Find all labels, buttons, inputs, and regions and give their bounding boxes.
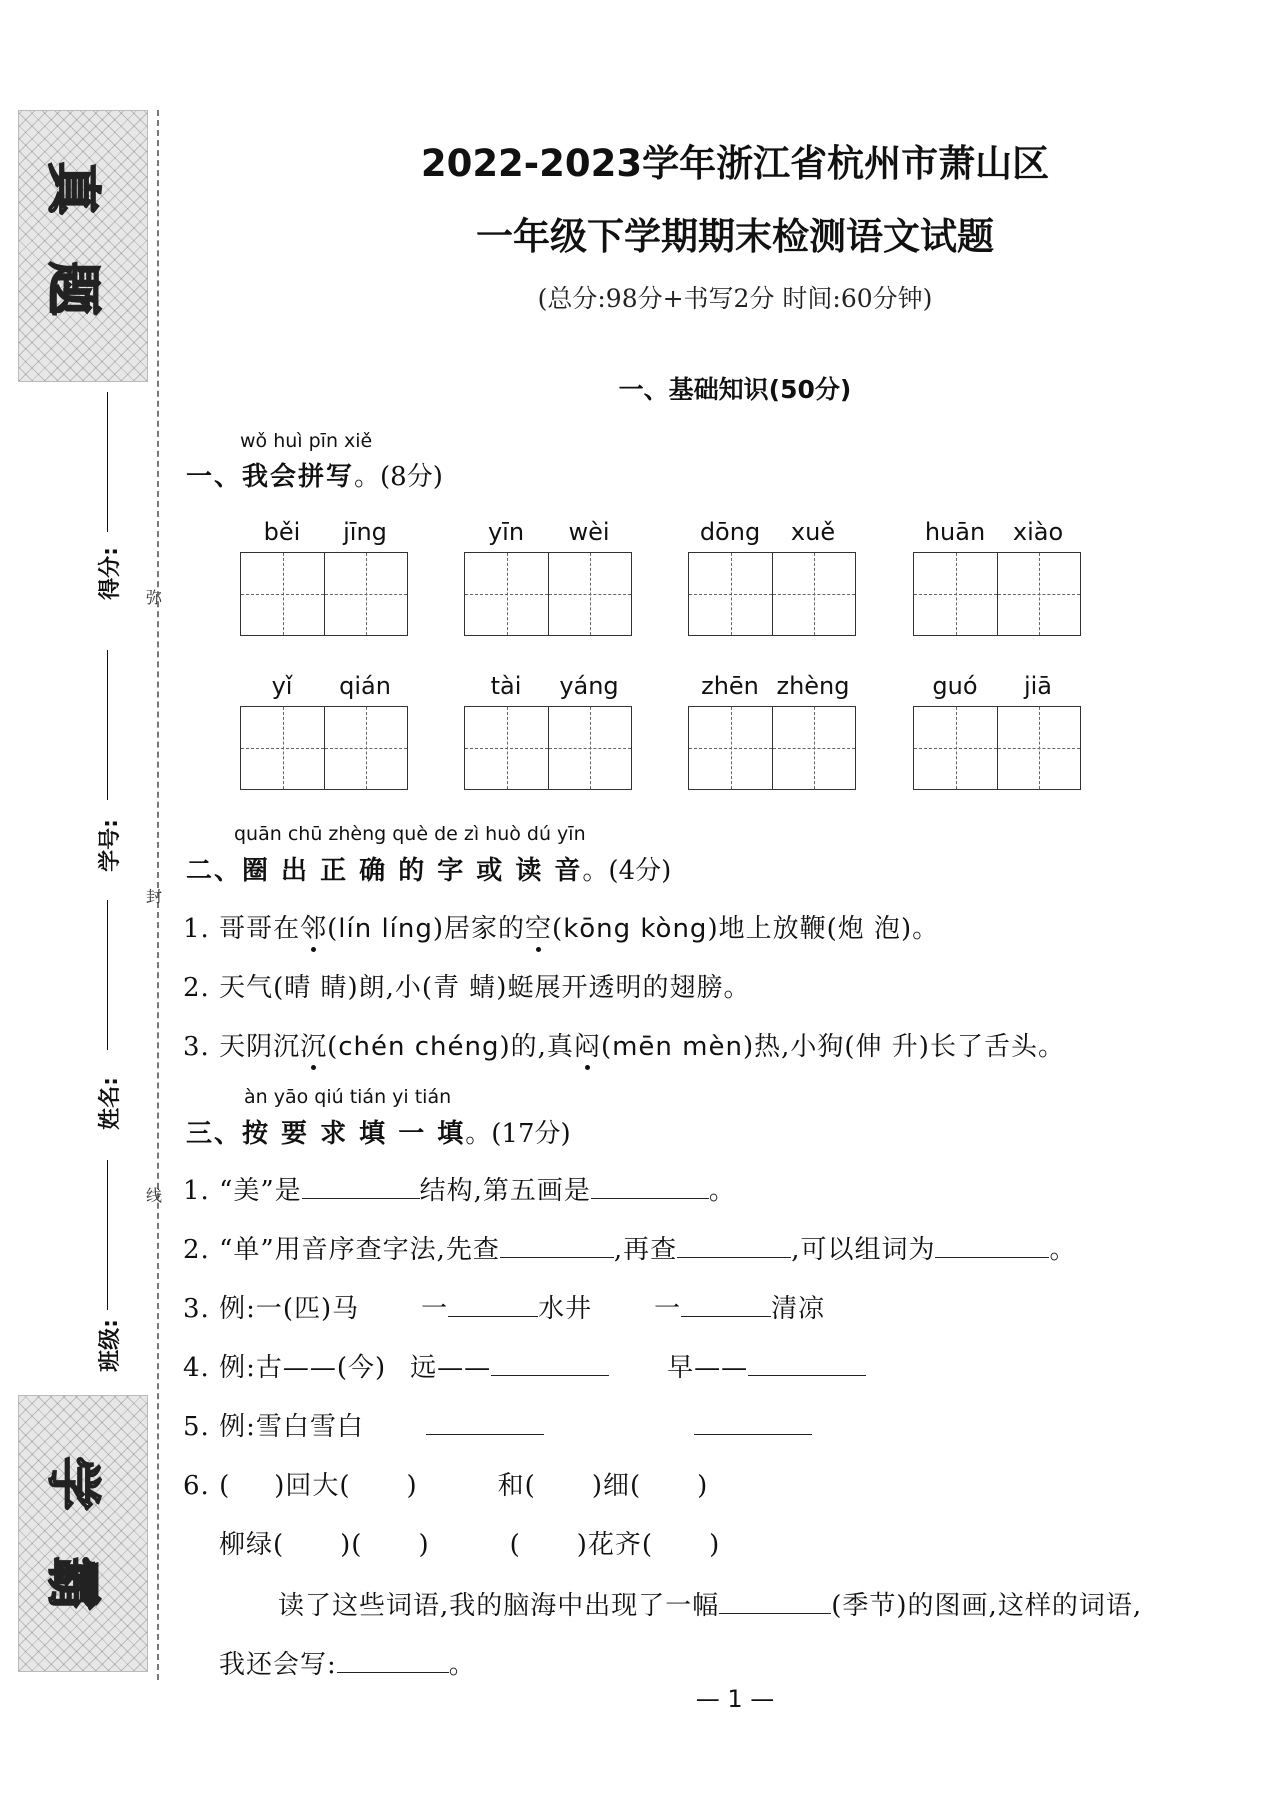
student-id-line (107, 650, 108, 800)
writing-cell[interactable] (548, 707, 631, 789)
class-line (107, 1160, 108, 1310)
strip-char-bottom-1: 学 (41, 1456, 105, 1511)
q3-heading: 三、按 要 求 填 一 填。(17分) (186, 1119, 571, 1149)
answer-blank[interactable] (935, 1233, 1049, 1258)
pinyin-box-group (913, 672, 1081, 790)
writing-cell[interactable] (997, 553, 1080, 635)
writing-grid (240, 706, 408, 790)
seal-mark-2: 封 (146, 887, 163, 906)
pinyin-label: běi (263, 518, 301, 546)
pinyin-box-group (688, 518, 856, 636)
seal-mark-1: 弥 (146, 588, 163, 607)
answer-blank[interactable] (694, 1410, 812, 1435)
answer-blank[interactable] (719, 1589, 831, 1614)
answer-blank[interactable] (426, 1410, 544, 1435)
score-line (107, 392, 108, 532)
pinyin-label: jīng (343, 518, 387, 546)
writing-cell[interactable] (914, 553, 997, 635)
answer-blank[interactable] (677, 1233, 791, 1258)
answer-blank[interactable] (302, 1174, 420, 1199)
class-label: 班级: (97, 1319, 123, 1372)
writing-grid (464, 706, 632, 790)
pinyin-box-group (240, 672, 408, 790)
student-id-label: 学号: (97, 819, 123, 872)
q3-line-2: 2. “单”用音序查字法,先查 ,再查 ,可以组词为 。 (183, 1235, 1077, 1265)
writing-grid (464, 552, 632, 636)
q2-line-1: 1. 哥哥在邻(lín líng)居家的空(kōng kòng)地上放鞭(炮 泡)。 (183, 914, 940, 944)
q3-pinyin: àn yāo qiú tián yi tián (244, 1086, 452, 1108)
strip-char-top-2: 题 (41, 261, 105, 316)
writing-cell[interactable] (241, 707, 324, 789)
q3-line-7: 柳绿( )( ) ( )花齐( ) (219, 1530, 721, 1560)
q2-heading: 二、圈 出 正 确 的 字 或 读 音。(4分) (186, 856, 672, 886)
q3-line-8: 读了这些词语,我的脑海中出现了一幅 (季节)的图画,这样的词语, (278, 1591, 1143, 1621)
answer-blank[interactable] (337, 1648, 449, 1673)
pinyin-label: qián (339, 672, 391, 700)
q3-line-3: 3. 例:一(匹)马 一 水井 一 清凉 (183, 1294, 826, 1324)
pinyin-label: xuě (790, 518, 836, 546)
page-title-line1: 2022-2023学年浙江省杭州市萧山区 (420, 142, 1050, 185)
writing-grid (688, 552, 856, 636)
score-label: 得分: (97, 547, 123, 600)
pinyin-label: yǐ (271, 672, 293, 700)
writing-cell[interactable] (548, 553, 631, 635)
answer-blank[interactable] (591, 1174, 709, 1199)
writing-cell[interactable] (465, 707, 548, 789)
writing-grid (688, 706, 856, 790)
pinyin-box-group (688, 672, 856, 790)
q3-line-9: 我还会写: 。 (219, 1650, 476, 1680)
pinyin-label: yīn (487, 518, 525, 546)
name-label: 姓名: (97, 1077, 123, 1130)
writing-cell[interactable] (772, 707, 855, 789)
strip-char-bottom-2: 霸 (41, 1556, 105, 1611)
section-heading: 一、基础知识(50分) (618, 375, 852, 404)
writing-cell[interactable] (324, 553, 407, 635)
writing-grid (913, 706, 1081, 790)
q1-heading: 一、我会拼写。(8分) (186, 462, 443, 492)
writing-cell[interactable] (997, 707, 1080, 789)
answer-blank[interactable] (491, 1351, 609, 1376)
pinyin-label: huān (924, 518, 986, 546)
pinyin-label: zhēn (701, 672, 759, 700)
pinyin-box-group (913, 518, 1081, 636)
q3-line-6: 6. ( )回大( ) 和( )细( ) (183, 1471, 709, 1501)
pinyin-label: wèi (568, 518, 610, 546)
pinyin-box-group (464, 518, 632, 636)
writing-cell[interactable] (241, 553, 324, 635)
name-line (107, 900, 108, 1050)
page-number: — 1 — (695, 1685, 775, 1713)
q1-pinyin: wǒ huì pīn xiě (240, 430, 373, 452)
pinyin-box-group (240, 518, 408, 636)
writing-cell[interactable] (689, 707, 772, 789)
answer-blank[interactable] (500, 1233, 614, 1258)
writing-grid (913, 552, 1081, 636)
pinyin-label: dōng (699, 518, 761, 546)
page-title-line2: 一年级下学期期末检测语文试题 (476, 215, 994, 258)
q3-line-4: 4. 例:古——(今) 远—— 早—— (183, 1347, 866, 1384)
pinyin-label: xiào (1012, 518, 1064, 546)
page-subtitle: (总分:98分+书写2分 时间:60分钟) (537, 284, 933, 313)
q3-line-1: 1. “美”是 结构,第五画是 。 (183, 1176, 736, 1206)
pinyin-label: zhèng (776, 672, 850, 700)
writing-cell[interactable] (324, 707, 407, 789)
q2-line-2: 2. 天气(晴 睛)朗,小(青 蜻)蜓展开透明的翅膀。 (183, 973, 751, 1003)
pinyin-label: yáng (559, 672, 619, 700)
answer-blank[interactable] (748, 1351, 866, 1376)
pinyin-label: jiā (1023, 672, 1053, 700)
q2-pinyin: quān chū zhèng què de zì huò dú yīn (234, 823, 586, 845)
writing-grid (240, 552, 408, 636)
writing-cell[interactable] (914, 707, 997, 789)
answer-blank[interactable] (681, 1292, 771, 1317)
q3-line-5: 5. 例:雪白雪白 (183, 1406, 812, 1443)
writing-cell[interactable] (465, 553, 548, 635)
writing-cell[interactable] (689, 553, 772, 635)
strip-char-top-1: 真 (41, 161, 105, 216)
q2-line-3: 3. 天阴沉沉(chén chéng)的,真闷(mēn mèn)热,小狗(伸 升)长了舌头。 (183, 1032, 1065, 1062)
pinyin-box-group (464, 672, 632, 790)
writing-cell[interactable] (772, 553, 855, 635)
answer-blank[interactable] (448, 1292, 538, 1317)
pinyin-label: tài (490, 672, 522, 700)
decor-strip-bottom (18, 1395, 148, 1672)
seal-mark-3: 线 (146, 1186, 163, 1205)
pinyin-label: guó (932, 672, 978, 700)
